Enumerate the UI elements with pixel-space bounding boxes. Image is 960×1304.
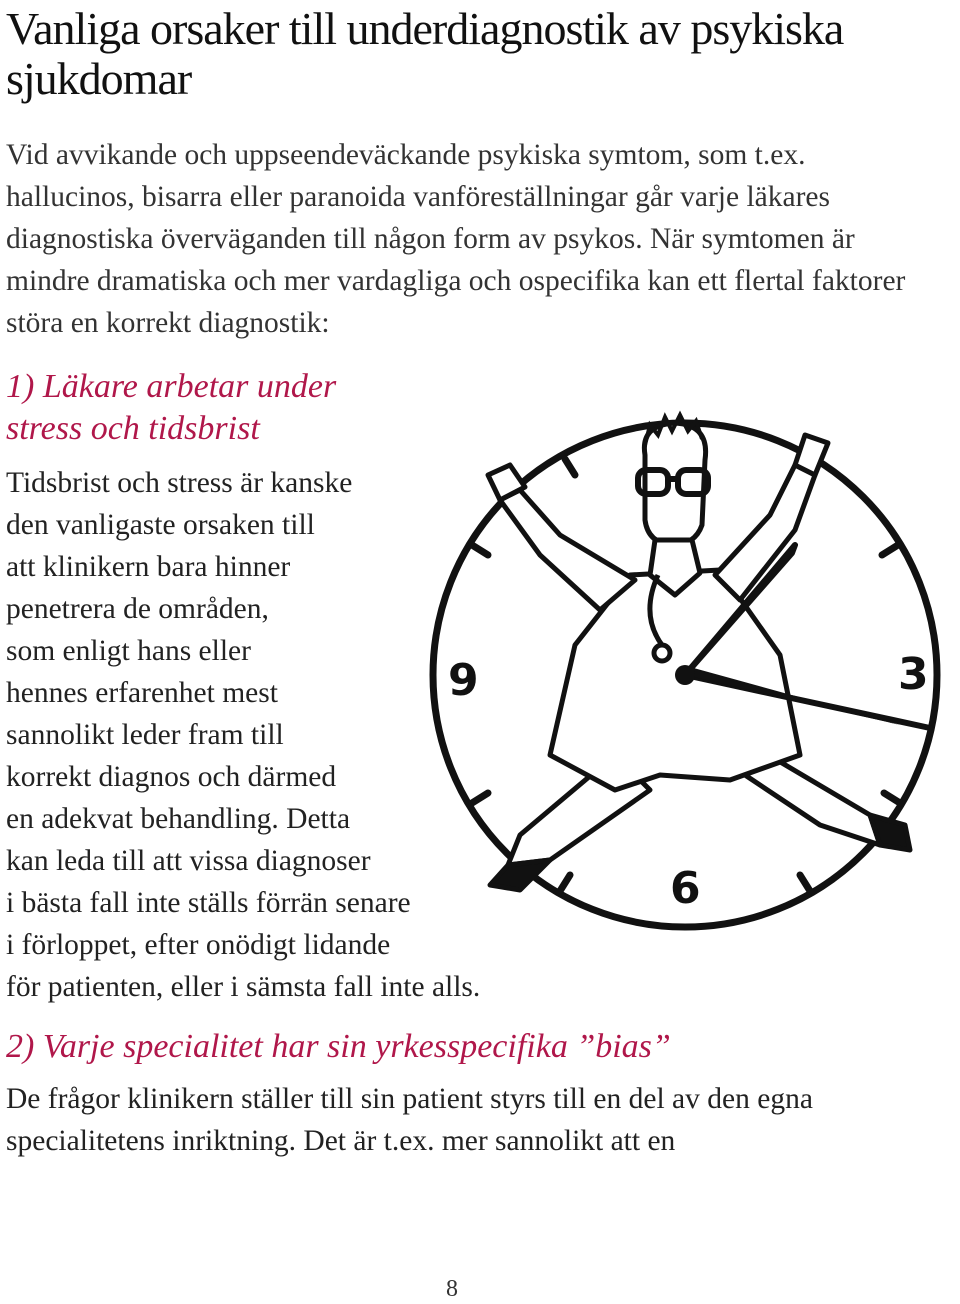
clock-numeral-three: 3	[898, 649, 929, 700]
section1-line: penetrera de områden,	[6, 593, 269, 625]
section2-heading: 2) Varje specialitet har sin yrkesspecifika ”bias”	[6, 1028, 671, 1065]
intro-paragraph: Vid avvikande och uppseendeväckande psykiska symtom, som t.ex. hallucinos, bisarra eller paranoida vanföreställningar går varje läkares diagnostiska överväganden till någon form av psykos. När symtomen är mindre dramatiska och mer vardagliga och ospecifika kan ett flertal faktorer störa en korrekt diagnostik:	[6, 139, 906, 339]
section1-line: sannolikt leder fram till	[6, 719, 284, 751]
section1-heading	[6, 366, 336, 450]
section1-line: den vanligaste orsaken till	[6, 509, 315, 541]
section1-line: Tidsbrist och stress är kanske	[6, 467, 353, 499]
section1-line: som enligt hans eller	[6, 635, 251, 667]
section1-heading-line2: stress och tidsbrist	[6, 410, 260, 447]
section1-line: att klinikern bara hinner	[6, 551, 291, 583]
section1-body	[6, 462, 606, 1008]
page-title: Vanliga orsaker till underdiagnostik av psykiska sjukdomar	[6, 3, 844, 104]
clock-numeral-nine: 9	[448, 655, 479, 706]
section1-line: för patienten, eller i sämsta fall inte alls.	[6, 971, 481, 1003]
clock-numeral-six: 6	[670, 863, 701, 914]
section1-line: en adekvat behandling. Detta	[6, 803, 351, 835]
section1-line: i bästa fall inte ställs förrän senare	[6, 887, 411, 919]
section1-line: kan leda till att vissa diagnoser	[6, 845, 371, 877]
page-number: 8	[446, 1276, 458, 1302]
section1-line: hennes erfarenhet mest	[6, 677, 278, 709]
section1-line: i förloppet, efter onödigt lidande	[6, 929, 391, 961]
section2-body: De frågor klinikern ställer till sin patient styrs till en del av den egna specialitetens inriktning. Det är t.ex. mer sannolikt att en	[6, 1083, 813, 1157]
section1-heading-line1: 1) Läkare arbetar under	[6, 368, 337, 405]
section1-line: korrekt diagnos och därmed	[6, 761, 337, 793]
